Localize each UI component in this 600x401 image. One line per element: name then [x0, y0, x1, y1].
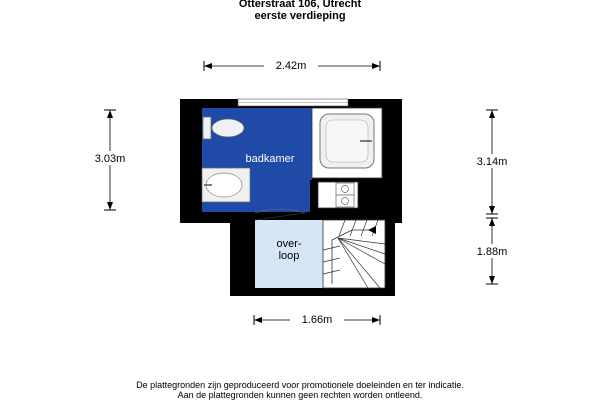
- landing-label-line2: loop: [278, 250, 300, 262]
- dryer: [336, 195, 354, 207]
- dim-arrow-left: [254, 317, 262, 323]
- dim-bottom-width: [254, 312, 380, 326]
- address-title: Otterstraat 106, Utrecht: [238, 0, 362, 10]
- dim-right-lower-height-label: 1.88m: [476, 246, 508, 258]
- dim-top-width: [204, 58, 380, 72]
- dim-right-upper-height: [466, 110, 518, 214]
- dim-bottom-width-label: 1.66m: [301, 314, 333, 326]
- dim-arrow-left: [204, 63, 212, 69]
- staircase: [323, 220, 385, 288]
- dim-arrow-bottom: [489, 276, 495, 284]
- disclaimer-line-1: De plattegronden zijn geproduceerd voor promotionele doeleinden en ter indicatie.: [136, 380, 464, 390]
- dim-arrow-right: [372, 63, 380, 69]
- washer: [336, 183, 354, 195]
- toilet-bowl: [212, 119, 244, 137]
- landing-label-line1: over-: [276, 238, 302, 250]
- dim-arrow-right: [372, 317, 380, 323]
- disclaimer-line-2: Aan de plattegronden kunnen geen rechten worden ontleend.: [177, 390, 423, 400]
- dim-right-upper-height-label: 3.14m: [476, 156, 508, 168]
- dim-arrow-bottom: [107, 202, 113, 210]
- floor-title: eerste verdieping: [254, 10, 346, 22]
- dim-left-height: [84, 110, 136, 210]
- dim-right-lower-height: [466, 218, 518, 284]
- dim-arrow-top: [489, 218, 495, 226]
- dim-arrow-bottom: [489, 206, 495, 214]
- window: [238, 99, 348, 106]
- dim-arrow-top: [489, 110, 495, 118]
- bathroom-label: badkamer: [245, 153, 295, 165]
- dim-left-height-label: 3.03m: [94, 153, 126, 165]
- toilet-tank: [203, 117, 211, 139]
- sink: [202, 168, 250, 202]
- washing-machines: [318, 182, 358, 208]
- dim-arrow-top: [107, 110, 113, 118]
- dim-top-width-label: 2.42m: [275, 60, 307, 72]
